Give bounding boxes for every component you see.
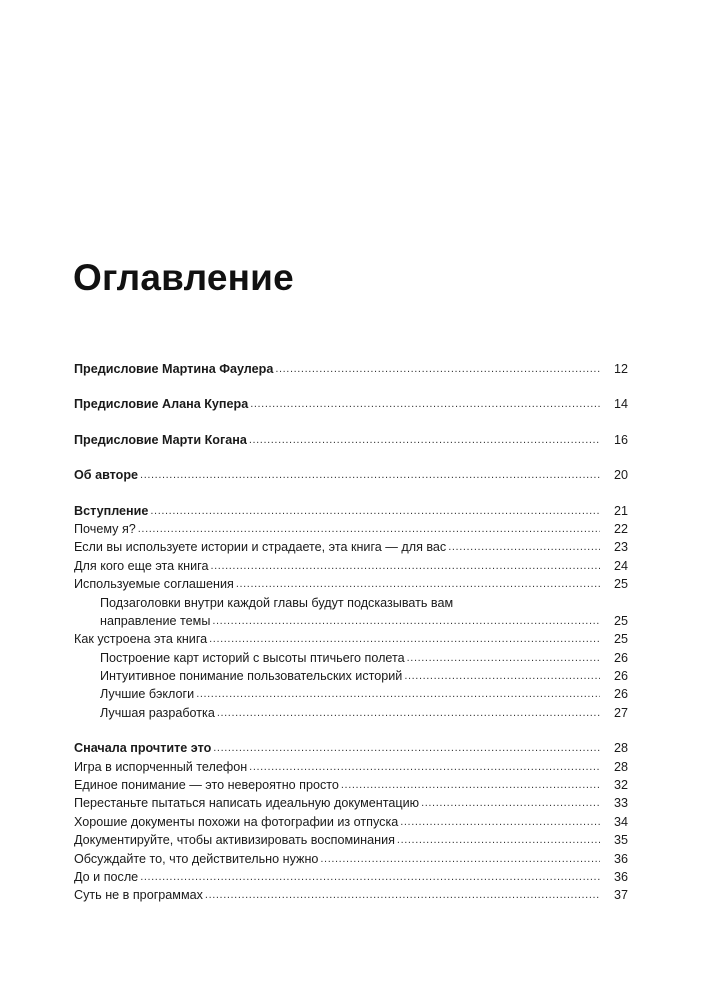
- toc-entry-title: Вступление: [74, 503, 149, 518]
- toc-entry-foreword-cagan[interactable]: [74, 431, 628, 449]
- dot-leader: [236, 575, 600, 593]
- toc-entry-title: Игра в испорченный телефон: [74, 759, 248, 774]
- dot-leader: [404, 667, 600, 685]
- dot-leader: [209, 630, 600, 648]
- page-title: Оглавление: [73, 257, 294, 298]
- toc-entry-page: 24: [613, 558, 628, 573]
- toc-entry-title: Предисловие Мартина Фаулера: [74, 361, 274, 376]
- toc-entry-page: 26: [613, 687, 628, 702]
- toc-entry-page: 20: [613, 468, 628, 483]
- toc-entry-title: Суть не в программах: [74, 888, 203, 903]
- toc-entry-page: 26: [613, 650, 628, 665]
- toc-entry-second-line: [100, 612, 628, 630]
- toc-entry-better-backlogs[interactable]: [74, 685, 628, 703]
- toc-entry-title: Предисловие Алана Купера: [74, 397, 249, 412]
- toc-entry-page: 34: [613, 814, 628, 829]
- toc-entry-shared-understanding[interactable]: [74, 776, 628, 794]
- dot-leader: [211, 557, 601, 575]
- toc-entry-page: 27: [613, 705, 628, 720]
- toc-entry-page: 25: [613, 577, 628, 592]
- dot-leader: [250, 395, 600, 413]
- dot-leader: [249, 431, 600, 449]
- toc-entry-about-author[interactable]: [74, 466, 628, 484]
- toc-entry-title: Интуитивное понимание пользовательских историй: [100, 669, 403, 684]
- toc-entry-title: Лучшая разработка: [100, 705, 215, 720]
- toc-entry-page: 25: [613, 632, 628, 647]
- dot-leader: [421, 794, 600, 812]
- toc-entry-page: 25: [613, 613, 628, 628]
- toc-entry-conventions[interactable]: [74, 575, 628, 593]
- dot-leader: [196, 685, 600, 703]
- toc-entry-stop-perfect-docs[interactable]: [74, 794, 628, 812]
- toc-entry-page: 28: [613, 741, 628, 756]
- toc-entry-title: Документируйте, чтобы активизировать воспоминания: [74, 833, 395, 848]
- toc-entry-subheadings[interactable]: [74, 594, 628, 631]
- toc-entry-title: Если вы используете истории и страдаете, эта книга — для вас: [74, 540, 447, 555]
- toc-entry-page: 36: [613, 851, 628, 866]
- toc-entry-title: До и после: [74, 869, 139, 884]
- toc-entry-title: Лучшие бэклоги: [100, 687, 195, 702]
- dot-leader: [341, 776, 600, 794]
- dot-leader: [448, 538, 600, 556]
- toc-entry-page: 21: [613, 503, 628, 518]
- toc-entry-vacation-photos[interactable]: [74, 813, 628, 831]
- toc-entry-page: 33: [613, 796, 628, 811]
- dot-leader: [397, 831, 600, 849]
- toc-entry-document-to-remember[interactable]: [74, 831, 628, 849]
- toc-entry-broken-telephone[interactable]: [74, 758, 628, 776]
- toc-entry-title: Как устроена эта книга: [74, 632, 208, 647]
- toc-entry-title: Сначала прочтите это: [74, 741, 212, 756]
- toc-entry-title: Единое понимание — это невероятно просто: [74, 778, 339, 793]
- toc-entry-intuitive-understanding[interactable]: [74, 667, 628, 685]
- toc-entry-title: Хорошие документы похожи на фотографии из отпуска: [74, 814, 399, 829]
- dot-leader: [150, 502, 600, 520]
- toc-entry-title-line2: направление темы: [100, 613, 211, 628]
- toc-entry-page: 28: [613, 759, 628, 774]
- toc-entry-title: Перестаньте пытаться написать идеальную документацию: [74, 796, 420, 811]
- toc-entry-introduction[interactable]: [74, 502, 628, 520]
- toc-entry-title-line1: Подзаголовки внутри каждой главы будут подсказывать вам: [100, 595, 454, 610]
- dot-leader: [217, 704, 600, 722]
- dot-leader: [212, 612, 600, 630]
- toc-entry-not-about-software[interactable]: [74, 886, 628, 904]
- toc-entry-read-this-first[interactable]: [74, 739, 628, 757]
- toc-entry-better-development[interactable]: [74, 704, 628, 722]
- toc-entry-page: 36: [613, 869, 628, 884]
- dot-leader: [140, 466, 600, 484]
- toc-entry-story-maps-overview[interactable]: [74, 649, 628, 667]
- dot-leader: [205, 886, 600, 904]
- toc-entry-title: Для кого еще эта книга: [74, 558, 209, 573]
- toc-entry-discuss-what-needed[interactable]: [74, 850, 628, 868]
- dot-leader: [320, 850, 600, 868]
- toc-entry-title: Используемые соглашения: [74, 577, 234, 592]
- dot-leader: [275, 360, 600, 378]
- toc-entry-who-else[interactable]: [74, 557, 628, 575]
- toc-entry-page: 32: [613, 778, 628, 793]
- table-of-contents: [74, 360, 628, 905]
- dot-leader: [407, 649, 600, 667]
- toc-entry-before-after[interactable]: [74, 868, 628, 886]
- toc-entry-page: 37: [613, 888, 628, 903]
- toc-entry-page: 16: [613, 432, 628, 447]
- toc-entry-page: 22: [613, 521, 628, 536]
- toc-entry-foreword-cooper[interactable]: [74, 395, 628, 413]
- dot-leader: [140, 868, 600, 886]
- toc-entry-title: Построение карт историй с высоты птичьего полета: [100, 650, 405, 665]
- toc-entry-foreword-fowler[interactable]: [74, 360, 628, 378]
- dot-leader: [249, 758, 600, 776]
- toc-entry-if-you-use-stories[interactable]: [74, 538, 628, 556]
- toc-entry-title: Об авторе: [74, 468, 139, 483]
- dot-leader: [138, 520, 600, 538]
- toc-entry-title: Почему я?: [74, 521, 136, 536]
- toc-entry-page: 14: [613, 397, 628, 412]
- toc-entry-title: Предисловие Марти Когана: [74, 432, 247, 447]
- toc-entry-title: Обсуждайте то, что действительно нужно: [74, 851, 319, 866]
- toc-entry-page: 23: [613, 540, 628, 555]
- toc-entry-why-me[interactable]: [74, 520, 628, 538]
- toc-entry-book-structure[interactable]: [74, 630, 628, 648]
- toc-entry-page: 26: [613, 669, 628, 684]
- dot-leader: [213, 739, 600, 757]
- dot-leader: [400, 813, 600, 831]
- toc-entry-page: 12: [613, 361, 628, 376]
- toc-entry-page: 35: [613, 833, 628, 848]
